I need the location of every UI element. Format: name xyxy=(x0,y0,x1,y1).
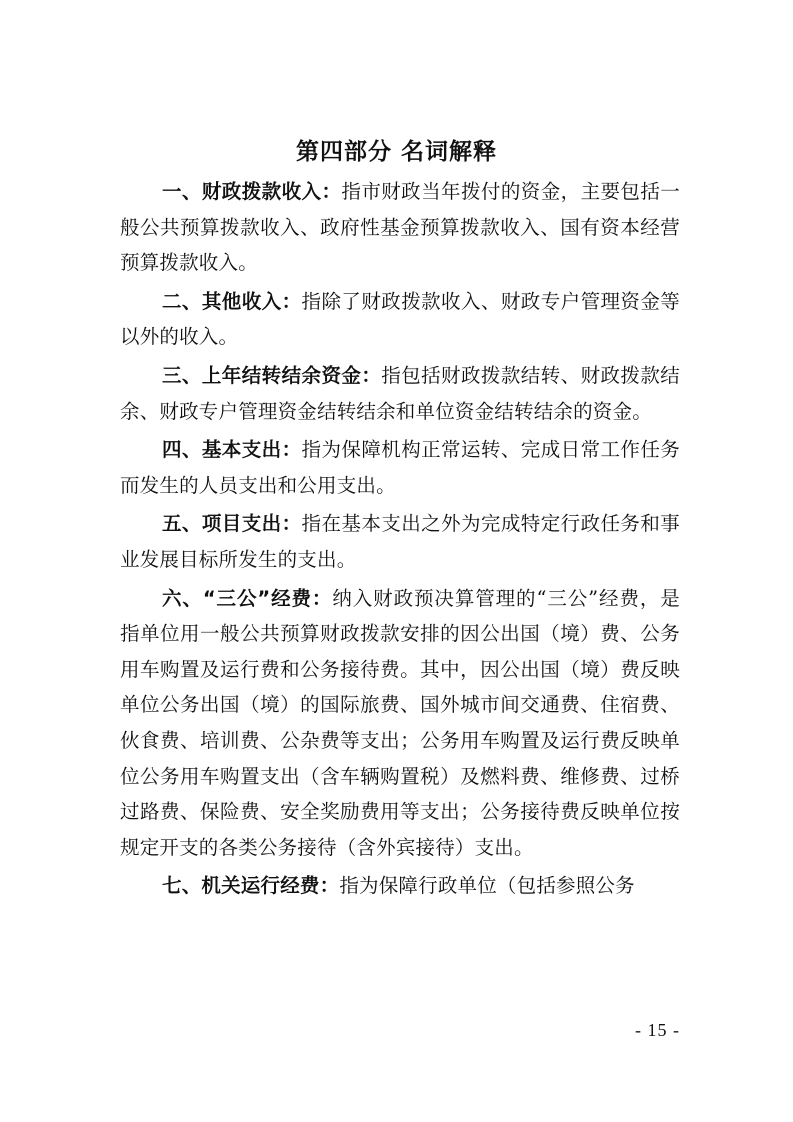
definition-term: 四、基本支出： xyxy=(162,438,302,462)
definition-text: 指为保障机构正常运转、完成日常工作任务而发生的人员支出和公用支出。 xyxy=(120,438,680,497)
definition-term: 五、项目支出： xyxy=(162,512,302,536)
definition-paragraph-agency-operating-expenses xyxy=(120,868,680,904)
definition-text: 纳入财政预决算管理的“三公”经费，是指单位用一般公共预算财政拨款安排的因公出国（境）费、公务用车购置及运行费和公务接待费。其中，因公出国（境）费反映单位公务出国（境）的国际旅费、国外城市间交通费、住宿费、伙食费、培训费、公杂费等支出；公务用车购置及运行费反映单位公务用车购置支出（含车辆购置税）及燃料费、维修费、过桥过路费、保险费、安全奖励费用等支出；公务接待费反映单位按规定开支的各类公务接待（含外宾接待）支出。 xyxy=(120,586,680,859)
definition-paragraph-basic-expenditure xyxy=(120,432,680,503)
page-number: - 15 - xyxy=(635,1020,680,1040)
definition-text: 指包括财政拨款结转、财政拨款结余、财政专户管理资金结转结余和单位资金结转结余的资金。 xyxy=(120,363,680,423)
definition-paragraph-carryover-funds xyxy=(120,358,680,429)
definition-text: 指市财政当年拨付的资金，主要包括一般公共预算拨款收入、政府性基金预算拨款收入、国有资本经营预算拨款收入。 xyxy=(120,180,680,275)
definition-term: 一、财政拨款收入： xyxy=(162,180,342,203)
definition-term: 六、“三公”经费： xyxy=(162,586,333,610)
definition-text: 指在基本支出之外为完成特定行政任务和事业发展目标所发生的支出。 xyxy=(120,512,680,571)
definition-paragraph-fiscal-appropriation-income xyxy=(120,174,680,281)
definition-paragraph-other-income xyxy=(120,284,680,355)
definition-text: 指除了财政拨款收入、财政专户管理资金等以外的收入。 xyxy=(120,289,680,349)
definition-term: 七、机关运行经费： xyxy=(162,874,340,898)
definition-paragraph-project-expenditure xyxy=(120,506,680,577)
definition-term: 三、上年结转结余资金： xyxy=(162,363,382,387)
definitions-body xyxy=(120,174,680,904)
definition-paragraph-three-public-expenses xyxy=(120,581,680,866)
definition-text: 指为保障行政单位（包括参照公务 xyxy=(339,874,635,898)
definition-term: 二、其他收入： xyxy=(162,289,302,313)
section-title: 第四部分 名词解释 xyxy=(295,139,497,165)
